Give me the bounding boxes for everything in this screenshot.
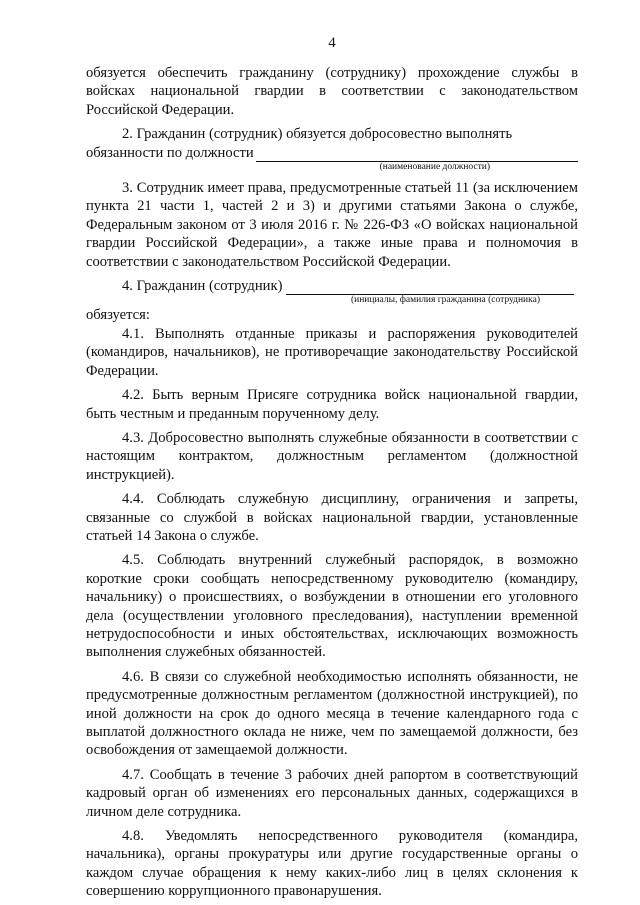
paragraph-4-8: 4.8. Уведомлять непосредственного руководителя (командира, начальника), органы прокуратуры или другие государственные органы о каждом случае обращения к нему каких-либо лиц в целях склонения к совершению коррупционного правонарушения. bbox=[86, 828, 578, 900]
page-number: 4 bbox=[328, 35, 336, 51]
citizen-field-row bbox=[86, 277, 578, 295]
paragraph-4-obliges: обязуется: bbox=[86, 307, 150, 324]
paragraph-3: 3. Сотрудник имеет права, предусмотренные статьей 11 (за исключением пункта 21 части 1, частей 2 и 3) и другими статьями Закона о службе, Федеральным законом от 3 июля 2016 г. № 226-ФЗ «О войсках национальной гвардии Российской Федерации», а также иные права и полномочия в соответствии с законодательством Российской Федерации. bbox=[86, 180, 578, 270]
paragraph-4-7: 4.7. Сообщать в течение 3 рабочих дней рапортом в соответствующий кадровый орган об изменениях его персональных данных, содержащихся в личном деле сотрудника. bbox=[86, 766, 578, 820]
paragraph-intro: обязуется обеспечить гражданину (сотруднику) прохождение службы в войсках национальной гвардии в соответствии с законодательством Российской Федерации. bbox=[86, 65, 578, 118]
position-field-caption: (наименование должности) bbox=[379, 162, 490, 173]
paragraph-4-6: 4.6. В связи со служебной необходимостью исполнять обязанности, не предусмотренные должностным регламентом (должностной инструкцией), по иной должности на срок до одного месяца в течение календарного года с выплатой должностного оклада не ниже, чем по замещаемой должности, без освобождения от замещаемой должности. bbox=[86, 668, 578, 759]
citizen-field-caption: (инициалы, фамилия гражданина (сотрудника) bbox=[350, 295, 540, 306]
paragraph-4-5: 4.5. Соблюдать внутренний служебный распорядок, в возможно короткие сроки сообщать непосредственному руководителю (командиру, начальнику) о происшествиях, о возбуждении в отношении его уголовного дела (осуществлении уголовного преследования), наступлении временной нетрудоспособности и иных обстоятельствах, исключающих возможность выполнения служебных обязанностей. bbox=[86, 552, 578, 661]
paragraph-2: 2. Гражданин (сотрудник) обязуется добросовестно выполнять bbox=[122, 126, 513, 143]
document-body bbox=[86, 64, 578, 901]
paragraph-4-2: 4.2. Быть верным Присяге сотрудника войск национальной гвардии, быть честным и преданным порученному делу. bbox=[86, 387, 578, 422]
position-blank-line bbox=[256, 147, 578, 162]
paragraph-4-3: 4.3. Добросовестно выполнять служебные обязанности в соответствии с настоящим контрактом, должностным регламентом (должностной инструкцией). bbox=[86, 429, 578, 483]
position-field-row bbox=[86, 144, 578, 162]
position-field-label: обязанности по должности bbox=[86, 144, 254, 161]
paragraph-4-1: 4.1. Выполнять отданные приказы и распоряжения руководителей (командиров, начальников), не противоречащие законодательству Российской Федерации. bbox=[86, 325, 578, 379]
citizen-blank-line bbox=[286, 280, 574, 295]
paragraph-4-4: 4.4. Соблюдать служебную дисциплину, ограничения и запреты, связанные со службой в войсках национальной гвардии, установленные статьей 14 Закона о службе. bbox=[86, 491, 578, 544]
citizen-field-label: 4. Гражданин (сотрудник) bbox=[122, 278, 283, 295]
